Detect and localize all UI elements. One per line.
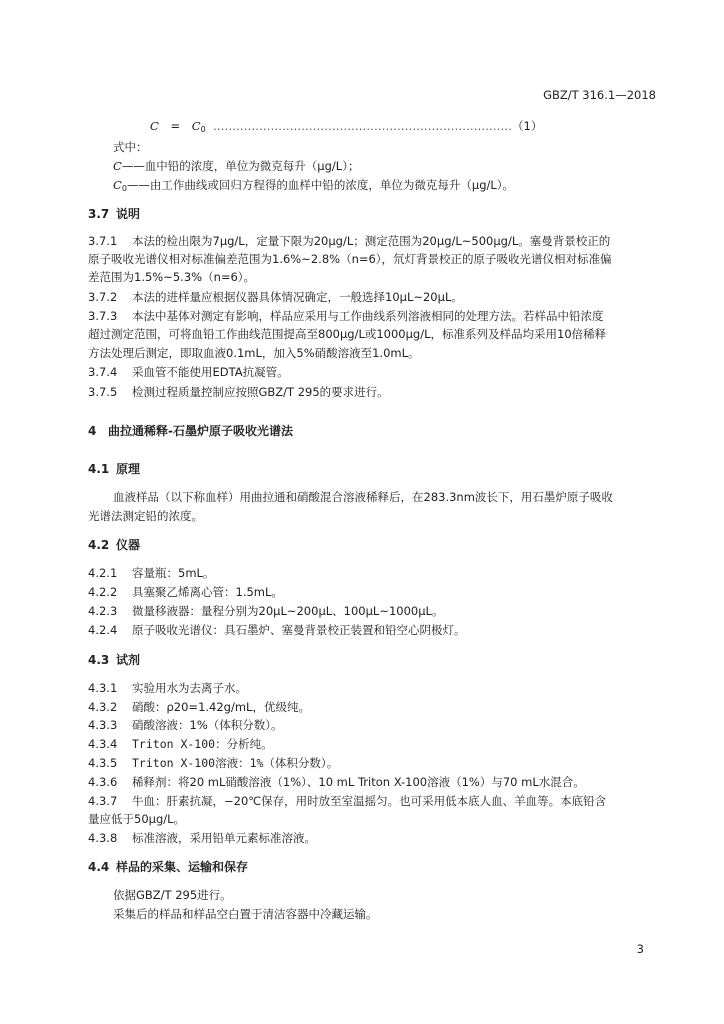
clause-text: 本法中基体对测定有影响，样品应采用与工作曲线系列溶液相同的处理方法。若样品中铅浓度 <box>132 309 604 323</box>
clause-text: 硝酸溶液：1%（体积分数）。 <box>132 718 283 732</box>
clause-number: 4.3.3 <box>88 718 118 732</box>
paragraph-4-4-line-1: 依据GBZ/T 295进行。 <box>113 888 232 902</box>
section-heading-4-1 <box>88 462 140 476</box>
symbol-c0-text: ——由工作曲线或回归方程得的血样中铅的浓度，单位为微克每升（μg/L）。 <box>126 178 515 192</box>
heading-text: 试剂 <box>116 653 141 667</box>
clause-3-7-3-line-1 <box>88 309 604 323</box>
clause-number: 4.3.8 <box>88 831 118 845</box>
clause-text: 本法的进样量应根据仪器具体情况确定，一般选择10μL~20μL。 <box>132 290 463 304</box>
symbol-c0: C <box>113 178 122 192</box>
clause-4-3-8 <box>88 831 316 845</box>
clause-4-2-3 <box>88 604 443 618</box>
clause-3-7-2 <box>88 290 463 304</box>
clause-4-3-3 <box>88 718 283 732</box>
where-c-definition <box>113 159 359 173</box>
heading-number: 4.3 <box>88 653 110 667</box>
clause-4-3-2 <box>88 700 310 714</box>
clause-4-3-7-line-2: 量应低于50μg/L。 <box>88 812 186 826</box>
page-number: 3 <box>636 942 644 956</box>
clause-4-3-1 <box>88 681 247 695</box>
clause-number: 4.3.7 <box>88 794 118 808</box>
clause-4-3-7-line-1 <box>88 794 606 808</box>
section-heading-4-2 <box>88 538 140 552</box>
clause-number: 3.7.1 <box>88 234 118 248</box>
symbol-c: C <box>113 159 122 173</box>
clause-number: 4.3.1 <box>88 681 118 695</box>
equation-lhs: C <box>150 119 159 133</box>
clause-number: 4.3.6 <box>88 775 118 789</box>
section-heading-4-3 <box>88 653 140 667</box>
clause-number: 3.7.3 <box>88 309 118 323</box>
clause-number: 4.3.5 <box>88 756 118 770</box>
clause-text: 容量瓶：5mL。 <box>132 566 215 580</box>
clause-text: 牛血：肝素抗凝，−20℃保存，用时放至室温摇匀。也可采用低本底人血、羊血等。本底铅含 <box>132 794 607 808</box>
clause-text: 原子吸收光谱仪：具石墨炉、塞曼背景校正装置和铅空心阴极灯。 <box>132 623 466 637</box>
clause-number: 4.3.2 <box>88 700 118 714</box>
clause-text: 本法的检出限为7μg/L，定量下限为20μg/L；测定范围为20μg/L~500μg/L。塞曼背景校正的 <box>132 234 611 248</box>
clause-text: Triton X-100溶液：1%（体积分数）。 <box>132 756 339 770</box>
clause-4-2-4 <box>88 623 466 637</box>
clause-3-7-3-line-3: 方法处理后测定，即取血液0.1mL，加入5%硝酸溶液至1.0mL。 <box>88 346 420 360</box>
clause-number: 4.2.4 <box>88 623 118 637</box>
where-intro: 式中： <box>113 140 148 154</box>
equation-number: （1） <box>512 119 543 133</box>
where-c0-definition <box>113 178 514 196</box>
clause-text: 稀释剂：将20 mL硝酸溶液（1%）、10 mL Triton X-100溶液（1%）与70 mL水混合。 <box>132 775 585 789</box>
clause-text: 微量移液器：量程分别为20μL~200μL、100μL~1000μL。 <box>132 604 444 618</box>
clause-4-3-6 <box>88 775 585 789</box>
equation-rhs: C <box>191 119 201 133</box>
clause-3-7-5 <box>88 385 389 399</box>
clause-3-7-1-line-3: 差范围为1.5%~5.3%（n=6）。 <box>88 270 256 284</box>
clause-text: 实验用水为去离子水。 <box>132 681 247 695</box>
section-heading-3-7 <box>88 207 140 221</box>
clause-number: 4.2.2 <box>88 585 118 599</box>
standard-number: GBZ/T 316.1—2018 <box>543 88 656 102</box>
clause-number: 3.7.4 <box>88 365 118 379</box>
clause-number: 4.3.4 <box>88 737 118 751</box>
clause-text: 检测过程质量控制应按照GBZ/T 295的要求进行。 <box>132 385 389 399</box>
clause-text: 具塞聚乙烯离心管：1.5mL。 <box>132 585 283 599</box>
heading-number: 4.4 <box>88 860 110 874</box>
clause-text: 标准溶液，采用铅单元素标准溶液。 <box>132 831 316 845</box>
clause-3-7-1-line-1 <box>88 234 610 248</box>
section-heading-4-4 <box>88 860 248 874</box>
clause-text: 采血管不能使用EDTA抗凝管。 <box>132 365 289 379</box>
clause-3-7-4 <box>88 365 289 379</box>
heading-number: 3.7 <box>88 207 110 221</box>
equation-rhs-subscript: 0 <box>200 125 206 134</box>
equation-equals: = <box>170 119 181 133</box>
clause-4-3-4 <box>88 737 273 751</box>
paragraph-4-1-line-2: 光谱法测定铅的浓度。 <box>88 509 203 523</box>
clause-4-2-2 <box>88 585 283 599</box>
clause-number: 3.7.5 <box>88 385 118 399</box>
heading-number: 4 <box>88 424 97 438</box>
symbol-c-text: ——血中铅的浓度，单位为微克每升（μg/L）； <box>121 159 360 173</box>
clause-number: 4.2.1 <box>88 566 118 580</box>
chapter-heading-4 <box>88 424 293 438</box>
clause-4-2-1 <box>88 566 214 580</box>
clause-3-7-1-line-2: 原子吸收光谱仪相对标准偏差范围为1.6%~2.8%（n=6），氘灯背景校正的原子吸收光谱仪相对标准偏 <box>88 252 612 266</box>
clause-number: 4.2.3 <box>88 604 118 618</box>
clause-3-7-3-line-2: 超过测定范围，可将血铅工作曲线范围提高至800μg/L或1000μg/L，标准系列及样品均采用10倍稀释 <box>88 327 607 341</box>
clause-4-3-5 <box>88 756 338 770</box>
heading-number: 4.2 <box>88 538 110 552</box>
paragraph-4-4-line-2: 采集后的样品和样品空白置于清洁容器中冷藏运输。 <box>113 907 378 921</box>
clause-text: 硝酸：ρ20=1.42g/mL，优级纯。 <box>132 700 310 714</box>
heading-text: 曲拉通稀释-石墨炉原子吸收光谱法 <box>108 424 293 438</box>
heading-text: 说明 <box>116 207 141 221</box>
heading-text: 仪器 <box>116 538 141 552</box>
symbol-c0-subscript: 0 <box>121 184 127 193</box>
equation-leader-dots: …………………………………………………………………… <box>213 119 512 133</box>
equation <box>150 119 206 137</box>
heading-text: 样品的采集、运输和保存 <box>116 860 249 874</box>
heading-text: 原理 <box>116 462 141 476</box>
heading-number: 4.1 <box>88 462 110 476</box>
paragraph-4-1-line-1: 血液样品（以下称血样）用曲拉通和硝酸混合溶液稀释后，在283.3nm波长下，用石墨炉原子吸收 <box>113 490 613 504</box>
clause-number: 3.7.2 <box>88 290 118 304</box>
clause-text: Triton X-100：分析纯。 <box>132 737 273 751</box>
